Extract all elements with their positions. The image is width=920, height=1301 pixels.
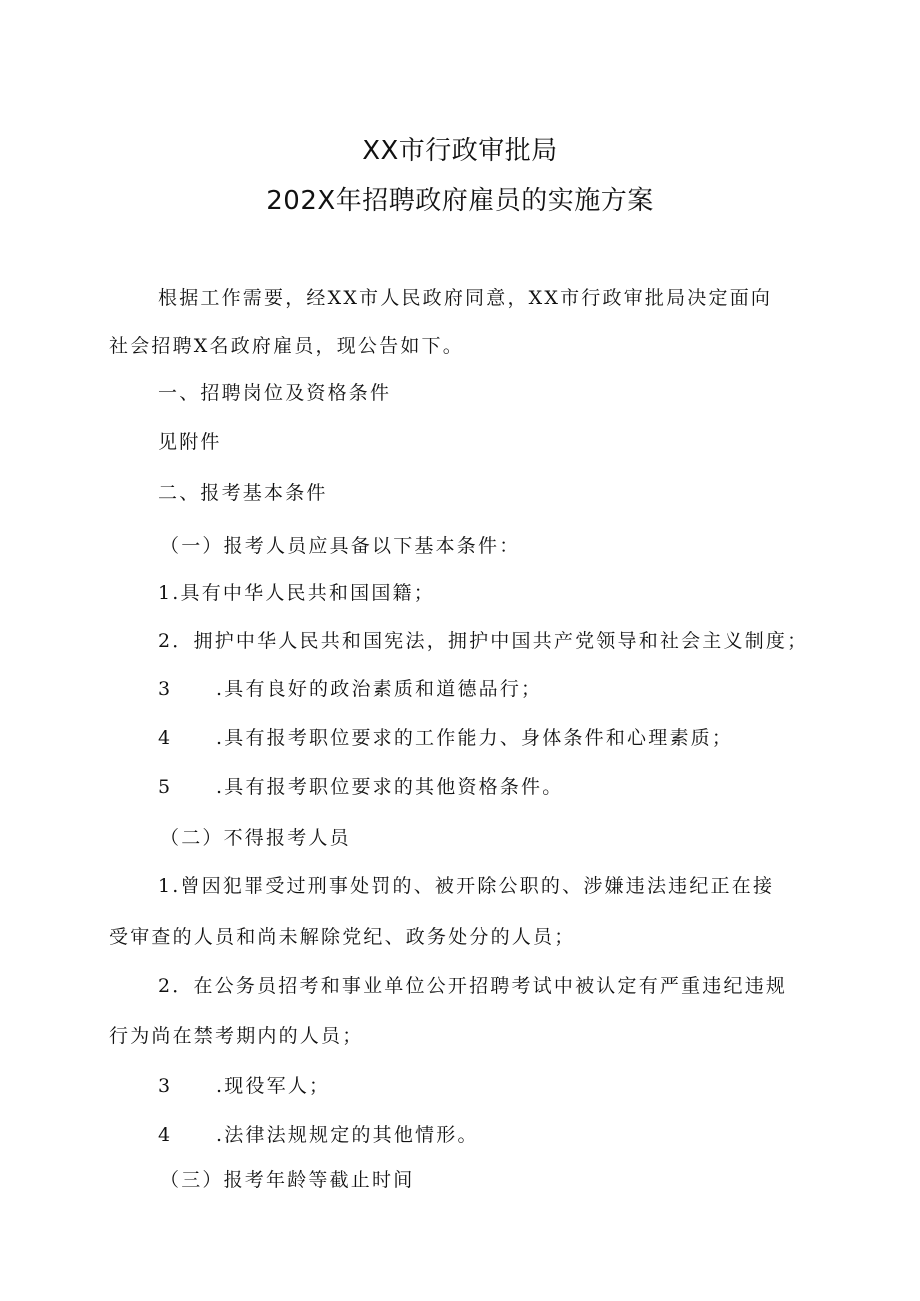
list-number: 1 [158,875,173,897]
excluded-2-line2: 行为尚在禁考期内的人员； [109,1025,364,1047]
list-number: 1 [158,582,173,604]
basic-condition-1 [158,580,435,606]
excluded-2-line1 [158,973,787,999]
list-number: 5 [158,776,171,798]
document-title-line1: XX市行政审批局 [362,136,558,166]
intro-paragraph-line1: 根据工作需要，经XX市人民政府同意，XX市行政审批局决定面向 [158,287,773,309]
section1-body: 见附件 [158,431,222,453]
sub2-heading: （二）不得报考人员 [160,827,351,849]
list-number: 3 [158,678,171,700]
section1-heading: 一、招聘岗位及资格条件 [158,382,392,404]
basic-condition-3 [158,676,542,702]
section2-heading: 二、报考基本条件 [158,482,328,504]
excluded-1-line2: 受审查的人员和尚未解除党纪、政务处分的人员； [109,926,576,948]
list-text: .具有报考职位要求的其他资格条件。 [216,776,564,798]
basic-condition-4 [158,725,733,751]
basic-condition-5 [158,774,563,800]
list-text: .法律法规规定的其他情形。 [216,1124,479,1146]
list-text: .具有良好的政治素质和道德品行； [216,678,543,700]
excluded-1-line1 [158,873,774,899]
list-text: ．拥护中华人民共和国宪法，拥护中国共产党领导和社会主义制度； [172,630,809,652]
document-title-line2: 202X年招聘政府雇员的实施方案 [266,186,654,216]
list-number: 4 [158,727,171,749]
sub1-heading: （一）报考人员应具备以下基本条件： [160,535,521,557]
excluded-4 [158,1122,479,1148]
list-text: .具有报考职位要求的工作能力、身体条件和心理素质； [216,727,734,749]
list-number: 2 [158,630,173,652]
list-text: .曾因犯罪受过刑事处罚的、被开除公职的、涉嫌违法违纪正在接 [172,875,775,897]
list-text: .具有中华人民共和国国籍； [172,582,435,604]
excluded-3 [158,1073,330,1099]
list-number: 3 [158,1075,171,1097]
list-text: ．在公务员招考和事业单位公开招聘考试中被认定有严重违纪违规 [172,975,788,997]
basic-condition-2 [158,628,808,654]
list-number: 4 [158,1124,171,1146]
sub3-heading: （三）报考年龄等截止时间 [160,1169,415,1191]
intro-paragraph-line2: 社会招聘X名政府雇员，现公告如下。 [109,335,464,357]
list-number: 2 [158,975,173,997]
list-text: .现役军人； [216,1075,331,1097]
